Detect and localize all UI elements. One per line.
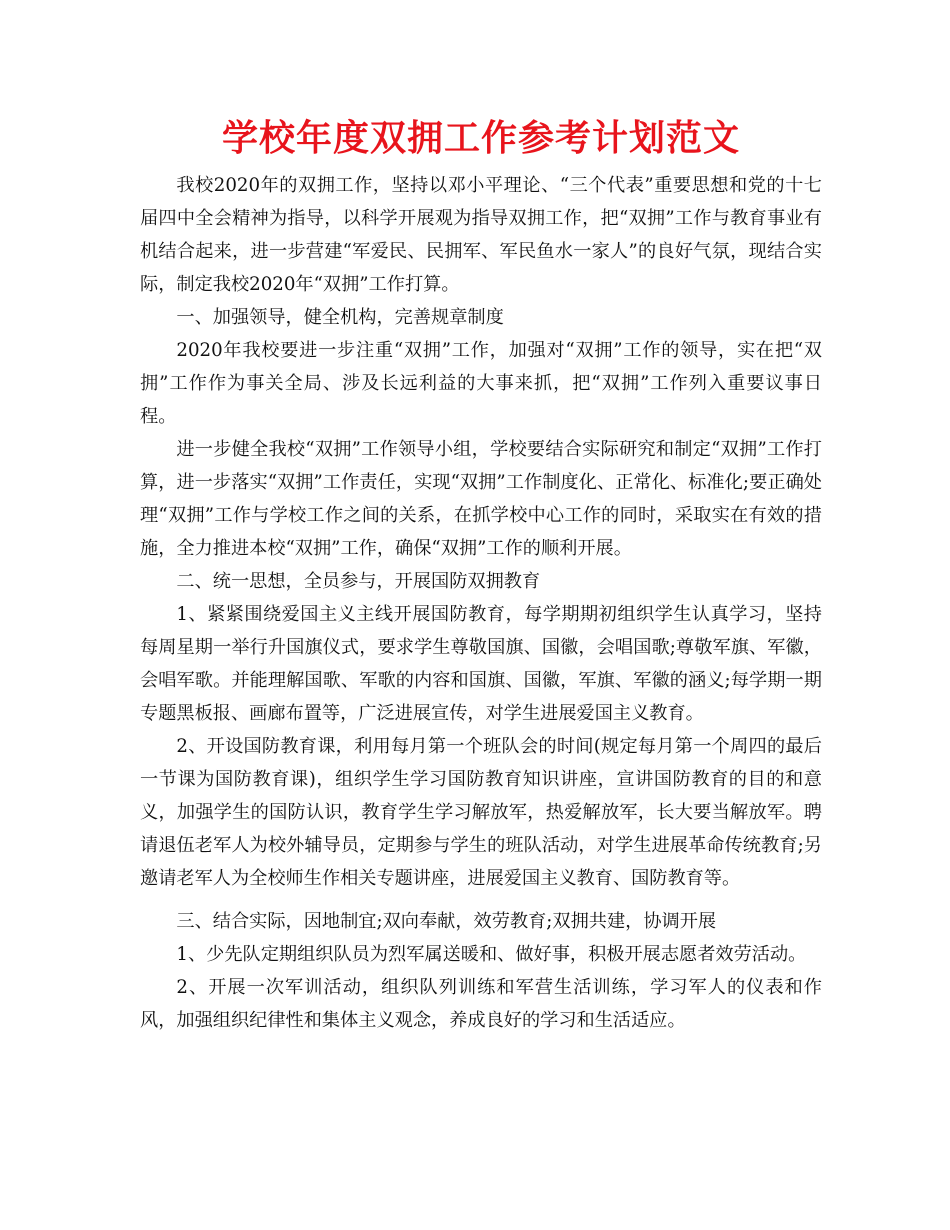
- paragraph-intro: 我校2020年的双拥工作，坚持以邓小平理论、“三个代表”重要思想和党的十七届四中全会精神为指导，以科学开展观为指导双拥工作，把“双拥”工作与教育事业有机结合起来，进一步营建“军爱民、民拥军、军民鱼水一家人”的良好气氛，现结合实际，制定我校2020年“双拥”工作打算。: [140, 175, 822, 295]
- paragraph: 2020年我校要进一步注重“双拥”工作，加强对“双拥”工作的领导，实在把“双拥”工作作为事关全局、涉及长远利益的大事来抓，把“双拥”工作列入重要议事日程。: [140, 340, 822, 427]
- document-body: [140, 169, 822, 1037]
- paragraph: 2、开设国防教育课，利用每月第一个班队会的时间(规定每月第一个周四的最后一节课为国防教育课)，组织学生学习国防教育知识讲座，宣讲国防教育的目的和意义，加强学生的国防认识，教育学生学习解放军，热爱解放军，长大要当解放军。聘请退伍老军人为校外辅导员，定期参与学生的班队活动，对学生进展革命传统教育;另邀请老军人为全校师生作相关专题讲座，进展爱国主义教育、国防教育等。: [140, 736, 822, 889]
- paragraph: 1、紧紧围绕爱国主义主线开展国防教育，每学期期初组织学生认真学习，坚持每周星期一举行升国旗仪式，要求学生尊敬国旗、国徽，会唱国歌;尊敬军旗、军徽，会唱军歌。并能理解国歌、军歌的内容和国旗、国徽，军旗、军徽的涵义;每学期一期专题黑板报、画廊布置等，广泛进展宣传，对学生进展爱国主义教育。: [140, 604, 822, 724]
- section-heading-2: 二、统一思想，全员参与，开展国防双拥教育: [176, 571, 541, 592]
- document-page: [140, 115, 822, 1195]
- paragraph: 1、少先队定期组织队员为烈军属送暖和、做好事，积极开展志愿者效劳活动。: [176, 944, 807, 965]
- paragraph: 2、开展一次军训活动，组织队列训练和军营生活训练，学习军人的仪表和作风，加强组织纪律性和集体主义观念，养成良好的学习和生活适应。: [140, 977, 822, 1031]
- section-heading-1: 一、加强领导，健全机构，完善规章制度: [176, 307, 504, 328]
- section-heading-3: 三、结合实际，因地制宜;双向奉献，效劳教育;双拥共建，协调开展: [176, 911, 717, 932]
- document-title: 学校年度双拥工作参考计划范文: [221, 117, 740, 159]
- paragraph: 进一步健全我校“双拥”工作领导小组，学校要结合实际研究和制定“双拥”工作打算，进一步落实“双拥”工作责任，实现“双拥”工作制度化、正常化、标准化;要正确处理“双拥”工作与学校工作之间的关系，在抓学校中心工作的同时，采取实在有效的措施，全力推进本校“双拥”工作，确保“双拥”工作的顺利开展。: [140, 439, 822, 559]
